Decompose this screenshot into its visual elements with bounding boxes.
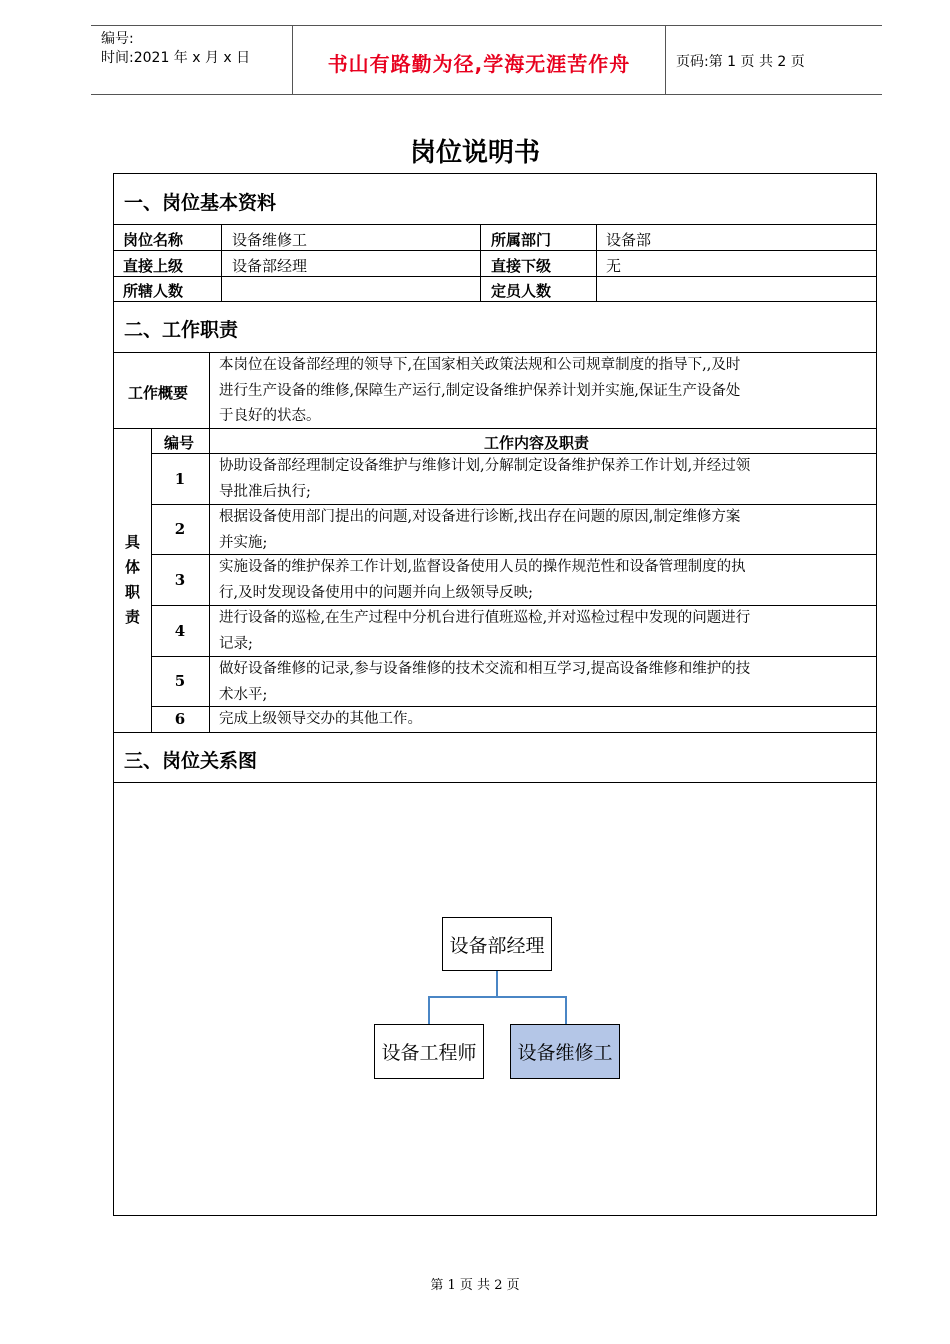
duty-line: 记录; (219, 635, 253, 652)
duty-number: 5 (174, 672, 186, 690)
duty-content (219, 657, 750, 708)
duty-number: 3 (174, 571, 186, 589)
duty-number: 6 (174, 710, 186, 728)
duty-content (219, 555, 746, 606)
connector-horizontal (428, 996, 566, 998)
header-motto: 书山有路勤为径,学海无涯苦作舟 (327, 52, 631, 76)
job-description-table (113, 173, 877, 1216)
info-value-subordinate: 无 (606, 257, 622, 275)
header-info-cell (91, 26, 293, 94)
duty-number: 4 (174, 622, 186, 640)
info-label-staffing: 定员人数 (491, 282, 552, 300)
connector-vertical-left (428, 996, 430, 1024)
document-number-label: 编号: (101, 31, 134, 47)
summary-line: 本岗位在设备部经理的领导下,在国家相关政策法规和公司规章制度的指导下,,及时 (219, 357, 741, 373)
page-footer: 第 1 页 共 2 页 (430, 1278, 520, 1293)
duty-number: 2 (174, 520, 186, 538)
summary-line: 于良好的状态。 (219, 408, 321, 424)
duty-line: 协助设备部经理制定设备维护与维修计划,分解制定设备维护保养工作计划,并经过领 (219, 458, 751, 474)
document-time-label: 时间:2021 年 x 月 x 日 (101, 50, 251, 66)
duty-content (219, 606, 750, 657)
duty-line: 进行设备的巡检,在生产过程中分机台进行值班巡检,并对巡检过程中发现的问题进行 (219, 610, 751, 626)
info-value-superior: 设备部经理 (232, 257, 308, 275)
org-box-engineer: 设备工程师 (374, 1024, 484, 1079)
duty-line: 并实施; (219, 534, 268, 551)
summary-text (219, 353, 740, 430)
col-content-header: 工作内容及职责 (484, 434, 590, 452)
info-label-headcount: 所辖人数 (123, 282, 184, 300)
page-header (91, 25, 882, 95)
summary-line: 进行生产设备的维修,保障生产运行,制定设备维护保养计划并实施,保证生产设备处 (219, 382, 741, 399)
header-motto-cell (293, 26, 666, 94)
section3-heading: 三、岗位关系图 (124, 750, 258, 772)
connector-vertical-top (496, 970, 498, 997)
org-box-maintenance-worker: 设备维修工 (510, 1024, 620, 1079)
info-label-superior: 直接上级 (123, 257, 184, 275)
side-char: 责 (124, 608, 140, 626)
summary-label: 工作概要 (128, 384, 189, 402)
duties-side-label (114, 530, 151, 630)
section1-heading: 一、岗位基本资料 (124, 192, 277, 214)
info-value-position: 设备维修工 (232, 231, 308, 249)
header-page-label: 页码:第 1 页 共 2 页 (676, 54, 805, 70)
header-page-cell (666, 26, 882, 94)
info-label-department: 所属部门 (491, 231, 552, 249)
info-value-department: 设备部 (606, 231, 652, 249)
org-box-manager: 设备部经理 (442, 917, 552, 971)
duty-line: 术水平; (219, 686, 268, 703)
duty-line: 实施设备的维护保养工作计划,监督设备使用人员的操作规范性和设备管理制度的执 (219, 559, 746, 575)
duty-line: 行,及时发现设备使用中的问题并向上级领导反映; (219, 584, 533, 601)
duty-content (219, 505, 740, 556)
section2-heading: 二、工作职责 (124, 319, 239, 341)
duty-content (219, 707, 422, 733)
duty-line: 根据设备使用部门提出的问题,对设备进行诊断,找出存在问题的原因,制定维修方案 (219, 509, 741, 525)
duty-line: 做好设备维修的记录,参与设备维修的技术交流和相互学习,提高设备维修和维护的技 (219, 661, 751, 677)
side-char: 职 (124, 583, 140, 601)
side-char: 具 (124, 533, 140, 551)
document-title: 岗位说明书 (409, 138, 540, 168)
side-char: 体 (124, 558, 140, 576)
duty-line: 导批准后执行; (219, 483, 311, 500)
connector-vertical-right (565, 996, 567, 1024)
info-label-position: 岗位名称 (123, 231, 184, 249)
duty-number: 1 (174, 470, 186, 488)
info-label-subordinate: 直接下级 (491, 257, 552, 275)
duty-content (219, 454, 750, 505)
duty-line: 完成上级领导交办的其他工作。 (219, 711, 422, 727)
col-number-header: 编号 (164, 434, 195, 452)
